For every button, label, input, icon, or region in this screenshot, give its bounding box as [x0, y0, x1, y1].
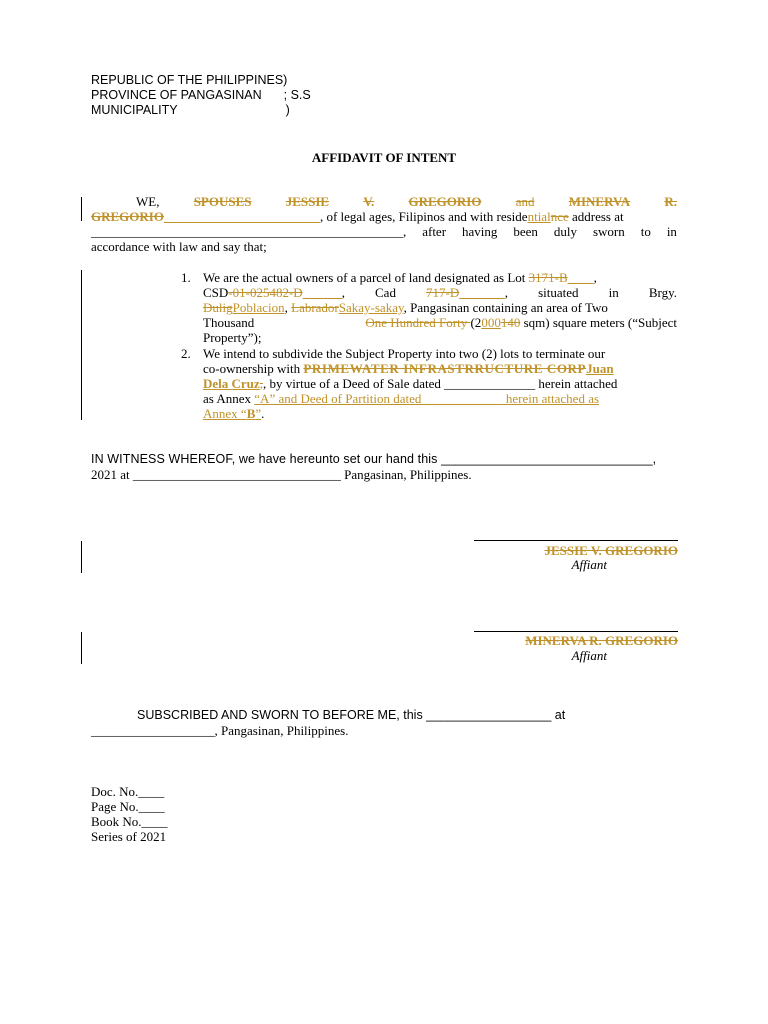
item1-cad [426, 285, 508, 300]
deleted-text: GREGORIO [91, 209, 164, 224]
item1-line-5: Property”); [203, 330, 262, 345]
deleted-text: nce [550, 209, 569, 224]
inserted-blank: _______ [459, 285, 505, 300]
signature-line [474, 631, 678, 632]
deleted-text: GREGORIO [408, 194, 482, 209]
intro-word: duly [553, 224, 577, 239]
intro-comma: , [403, 224, 407, 239]
intro-line-1 [91, 194, 677, 209]
item1-line-1 [181, 270, 597, 285]
inserted-blank: ____ [567, 270, 594, 285]
signatory-name: MINERVA R. GREGORIO [525, 633, 678, 648]
deleted-text: 3171-B [528, 270, 568, 285]
header-municipality-paren: ) [285, 103, 290, 117]
header-province [91, 88, 311, 103]
intro-line-2 [91, 209, 624, 224]
deleted-text: V. [363, 194, 375, 209]
signatory-role: Affiant [571, 648, 607, 663]
item2-line-5 [203, 406, 264, 421]
item1-text: situated [538, 285, 579, 300]
intro-word: having [462, 224, 498, 239]
item1-text: , Pangasinan containing an area of Two [403, 300, 608, 315]
item2-number: 2. [181, 346, 191, 361]
deleted-text: , [259, 376, 263, 391]
intro-word: been [513, 224, 538, 239]
jurat-line-2: ___________________, Pangasinan, Philippines. [91, 723, 349, 738]
inserted-text: ntial [527, 209, 551, 224]
witness-line-2: 2021 at ________________________________ Pangasinan, Philippines. [91, 467, 472, 482]
deleted-text: R. [664, 194, 677, 209]
intro-line-3 [91, 224, 677, 239]
item1-line-3 [203, 300, 608, 315]
item1-text: (2 [470, 315, 482, 330]
deleted-text: and [515, 194, 535, 209]
witness-line-1: IN WITNESS WHEREOF, we have hereunto set our hand this ______________________________, [91, 452, 657, 466]
inserted-text: Juan [586, 361, 614, 376]
deleted-text: -01-025482-D [228, 285, 303, 300]
intro-text: address at [568, 209, 624, 224]
book-number: Book No.____ [91, 814, 168, 829]
item2-line-2 [203, 361, 614, 376]
deleted-text: PRIMEWATER INFRASTRRUCTURE CORP [303, 361, 587, 376]
item2-text: as Annex [203, 391, 255, 406]
change-bar [81, 270, 82, 420]
item1-text: sqm) square meters (“Subject [520, 315, 677, 330]
item1-line-2 [203, 285, 677, 300]
item1-area [365, 315, 677, 330]
address-blank: ________________________________________________ [91, 224, 403, 239]
deleted-text: JESSIE [285, 194, 330, 209]
item2-line-1 [181, 346, 605, 361]
item2-text: . [261, 406, 265, 421]
item1-text: Cad [375, 285, 396, 300]
inserted-text: “A” and Deed of Partition dated ____________ herein attached as [254, 391, 600, 406]
item1-text: CSD [203, 285, 229, 300]
intro-blank-address [91, 224, 406, 239]
jurat-line-1: SUBSCRIBED AND SWORN TO BEFORE ME, this __________________ at [137, 708, 566, 722]
item2-text: We intend to subdivide the Subject Property into two (2) lots to terminate our [203, 346, 606, 361]
signature-line [474, 540, 678, 541]
deleted-text: 717-D [426, 285, 460, 300]
intro-word: after [422, 224, 447, 239]
inserted-text: ” [255, 406, 262, 421]
item2-line-3 [203, 376, 617, 391]
deleted-text: Dulig [203, 300, 233, 315]
deleted-text: 140 [500, 315, 521, 330]
item1-text: , [341, 285, 345, 300]
intro-word: in [666, 224, 677, 239]
header-province-label: PROVINCE OF PANGASINAN [91, 88, 262, 102]
page-number: Page No.____ [91, 799, 165, 814]
item1-text: , [504, 285, 509, 300]
item1-csd [203, 285, 345, 300]
signatory-role: Affiant [571, 557, 607, 572]
item1-text: Brgy. [648, 285, 677, 300]
signatory-name: JESSIE V. GREGORIO [544, 543, 678, 558]
inserted-text: Poblacion [232, 300, 285, 315]
intro-text: , of legal ages, Filipinos and with reside [319, 209, 528, 224]
item2-line-4 [203, 391, 599, 406]
inserted-text: Sakay-sakay [338, 300, 404, 315]
item1-line-4 [203, 315, 677, 330]
header-municipality [91, 103, 290, 118]
item1-text: in [608, 285, 619, 300]
change-bar [81, 541, 82, 573]
document-title: AFFIDAVIT OF INTENT [311, 150, 457, 165]
header-republic: REPUBLIC OF THE PHILIPPINES) [91, 73, 288, 87]
series-year: Series of 2021 [91, 829, 167, 844]
item2-text: co-ownership with [203, 361, 304, 376]
inserted-blank: ________________________ [163, 209, 320, 224]
header-ss-label: ; S.S [283, 88, 311, 102]
item1-number: 1. [181, 270, 191, 285]
intro-line-4: accordance with law and say that; [91, 239, 267, 254]
inserted-text: Annex “ [203, 406, 247, 421]
intro-we: WE, [136, 194, 160, 209]
change-bar [81, 197, 82, 221]
inserted-text: Dela Cruz [203, 376, 260, 391]
inserted-text: B [246, 406, 256, 421]
header-municipality-label: MUNICIPALITY [91, 103, 178, 117]
deleted-text: SPOUSES [193, 194, 252, 209]
deleted-text: Labrador [291, 300, 339, 315]
deleted-text: One Hundred Forty [365, 315, 471, 330]
deleted-text: MINERVA [568, 194, 631, 209]
item2-text: , by virtue of a Deed of Sale dated ______________ herein attached [262, 376, 618, 391]
doc-number: Doc. No.____ [91, 784, 165, 799]
inserted-blank: ______ [302, 285, 342, 300]
change-bar [81, 632, 82, 664]
item1-text: , [593, 270, 597, 285]
item1-text: Thousand [203, 315, 255, 330]
item1-text: We are the actual owners of a parcel of land designated as Lot [203, 270, 529, 285]
item1-text: , [284, 300, 292, 315]
inserted-text: 000 [481, 315, 501, 330]
intro-word: to [640, 224, 651, 239]
intro-word: sworn [592, 224, 625, 239]
